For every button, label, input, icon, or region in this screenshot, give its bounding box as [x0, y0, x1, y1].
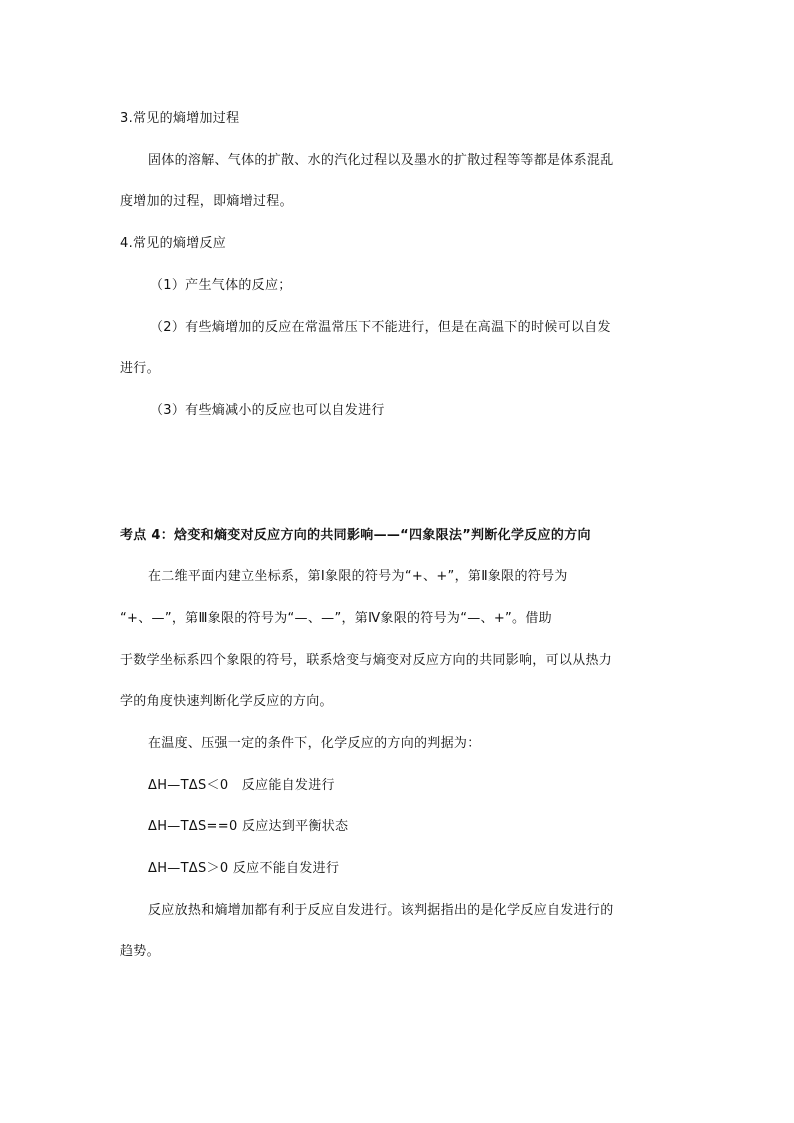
- section4-heading: 4.常见的熵增反应: [120, 236, 227, 251]
- criterion-spontaneous: ΔH—TΔS＜0 反应能自发进行: [148, 778, 335, 793]
- kaodian4-title: 考点 4：焓变和熵变对反应方向的共同影响——“四象限法”判断化学反应的方向: [120, 528, 591, 543]
- kaodian4-para1-line3: 于数学坐标系四个象限的符号，联系焓变与熵变对反应方向的共同影响，可以从热力: [120, 653, 613, 668]
- kaodian4-para1-line4: 学的角度快速判断化学反应的方向。: [120, 694, 333, 709]
- section4-item1: （1）产生气体的反应；: [150, 278, 292, 293]
- section4-item2-line1: （2）有些熵增加的反应在常温常压下不能进行，但是在高温下的时候可以自发: [150, 320, 611, 335]
- kaodian4-para1-line2: “+、—”，第Ⅲ象限的符号为“—、—”，第Ⅳ象限的符号为“—、+”。借助: [120, 611, 552, 626]
- kaodian4-para3-line1: 反应放热和熵增加都有利于反应自发进行。该判据指出的是化学反应自发进行的: [148, 903, 614, 918]
- kaodian4-para3-line2: 趋势。: [120, 944, 160, 959]
- section3-paragraph-line1: 固体的溶解、气体的扩散、水的汽化过程以及墨水的扩散过程等等都是体系混乱: [148, 153, 614, 168]
- criterion-equilibrium: ΔH—TΔS==0 反应达到平衡状态: [148, 819, 349, 834]
- section3-paragraph-line2: 度增加的过程，即熵增过程。: [120, 194, 293, 209]
- kaodian4-para1-line1: 在二维平面内建立坐标系，第Ⅰ象限的符号为“+、+”，第Ⅱ象限的符号为: [148, 569, 568, 584]
- kaodian4-para2: 在温度、压强一定的条件下，化学反应的方向的判据为：: [148, 736, 481, 751]
- criterion-nonspontaneous: ΔH—TΔS＞0 反应不能自发进行: [148, 861, 340, 876]
- section4-item3: （3）有些熵减小的反应也可以自发进行: [150, 403, 385, 418]
- section3-heading: 3.常见的熵增加过程: [120, 111, 240, 126]
- section4-item2-line2: 进行。: [120, 361, 160, 376]
